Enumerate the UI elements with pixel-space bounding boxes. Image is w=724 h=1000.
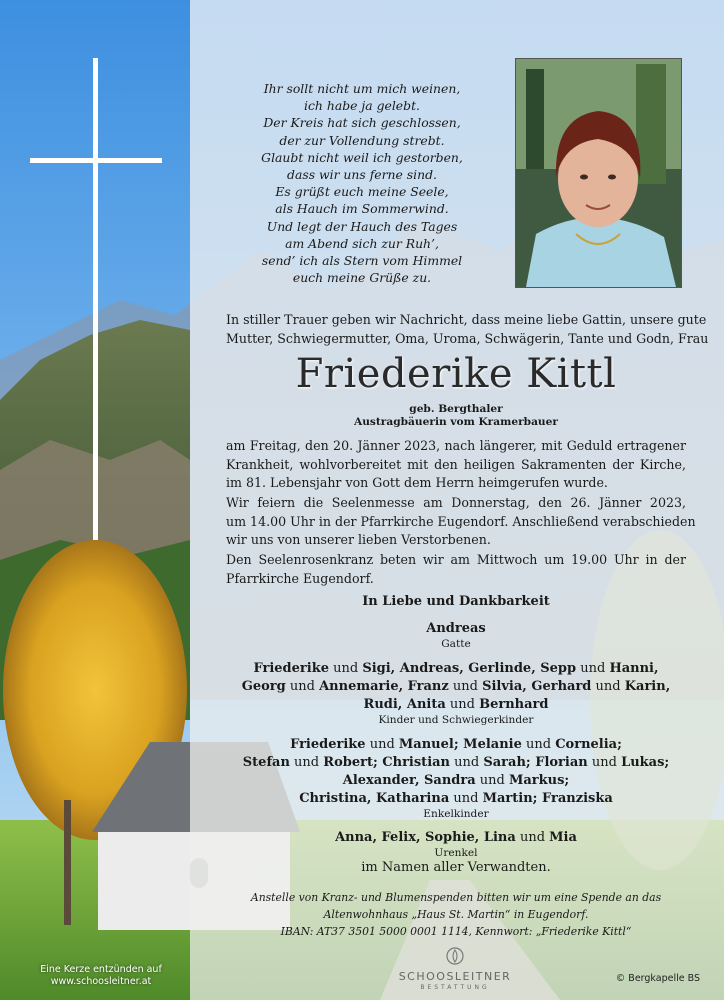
family-group <box>226 829 686 860</box>
family-names: Stefan <box>242 755 290 770</box>
connector: und <box>328 661 363 676</box>
cross-icon-bar <box>30 158 162 163</box>
family-line <box>226 736 686 754</box>
copyright: © Bergkapelle BS <box>615 973 700 984</box>
donation-line: Altenwohnhaus „Haus St. Martin“ in Eugendorf. <box>323 908 589 921</box>
family-names: Annemarie, Franz <box>319 679 449 694</box>
family-line <box>226 772 686 790</box>
brand-emblem-icon <box>445 946 465 966</box>
family-line <box>226 696 686 714</box>
family-names: Silvia, Gerhard <box>482 679 592 694</box>
poem-line: Es grüßt euch meine Seele, <box>275 184 449 200</box>
family-names: Friederike <box>290 737 366 752</box>
poem-line: der zur Vollendung strebt. <box>279 132 445 148</box>
connector: und <box>587 755 622 770</box>
cross-icon <box>93 58 98 540</box>
connector: und <box>449 791 483 806</box>
family-names: Sarah; Florian <box>483 755 588 770</box>
family-names: Karin, <box>624 679 671 694</box>
rosary-paragraph <box>226 551 686 588</box>
connector: und <box>448 679 483 694</box>
family-names: Manuel; Melanie <box>398 737 522 752</box>
poem-line: Ihr sollt nicht um mich weinen, <box>263 81 461 96</box>
para-line: Den Seelenrosenkranz beten wir am Mittwoch um 19.00 Uhr in der <box>226 552 686 567</box>
connector: und <box>515 830 550 845</box>
deceased-subtitle <box>226 403 686 429</box>
poem-line: als Hauch im Sommerwind. <box>275 201 449 217</box>
para-line: am Freitag, den 20. Jänner 2023, nach längerer, mit Geduld ertragener <box>226 438 686 453</box>
donation-line: Anstelle von Kranz- und Blumenspenden bitten wir um eine Spende an das <box>250 891 662 904</box>
family-names: Rudi, Anita <box>363 697 446 712</box>
family-names: Hanni, <box>609 661 659 676</box>
connector: und <box>591 679 625 694</box>
donation-note <box>226 889 686 940</box>
para-line: im 81. Lebensjahr von Gott dem Herrn heimgerufen wurde. <box>226 475 608 490</box>
death-paragraph <box>226 437 686 493</box>
portrait-photo <box>515 58 682 288</box>
intro-text <box>226 310 709 348</box>
family-group <box>226 736 686 821</box>
connector: und <box>475 773 509 788</box>
connector: und <box>450 755 484 770</box>
poem-line: euch meine Grüße zu. <box>292 270 432 286</box>
family-names: Alexander, Sandra <box>342 773 476 788</box>
mass-paragraph <box>226 494 696 550</box>
poem-line: Der Kreis hat sich geschlossen, <box>263 115 461 131</box>
poem <box>238 80 486 286</box>
relation-label: Kinder und Schwiegerkinder <box>378 714 534 726</box>
family-names: Cornelia; <box>555 737 622 752</box>
poem-line: dass wir uns ferne sind. <box>287 167 437 183</box>
birth-name: geb. Bergthaler <box>409 403 503 415</box>
website-link[interactable]: www.schoosleitner.at <box>50 976 152 987</box>
family-group <box>226 620 686 651</box>
poem-line: Und legt der Hauch des Tages <box>266 218 458 234</box>
family-names: Mia <box>549 830 577 845</box>
family-names: Martin; Franziska <box>482 791 613 806</box>
family-names: Lukas; <box>621 755 670 770</box>
family-line <box>226 660 686 678</box>
family-names: Sigi, Andreas, Gerlinde, Sepp <box>362 661 577 676</box>
family-group <box>226 660 686 727</box>
intro-line: In stiller Trauer geben wir Nachricht, dass meine liebe Gattin, unsere gute <box>226 312 707 327</box>
family-names: Markus; <box>508 773 570 788</box>
connector: und <box>285 679 320 694</box>
family-names: Andreas <box>426 621 486 636</box>
para-line: Pfarrkirche Eugendorf. <box>226 570 374 586</box>
family-names: Georg <box>241 679 286 694</box>
deceased-title: Austragbäuerin vom Kramerbauer <box>354 416 558 428</box>
candle-text: Eine Kerze entzünden auf <box>40 964 162 975</box>
para-line: Krankheit, wohlvorbereitet mit den heiligen Sakramenten der Kirche, <box>226 456 686 472</box>
poem-line: send’ ich als Stern vom Himmel <box>261 253 463 269</box>
candle-link[interactable] <box>26 964 176 988</box>
para-line: wir uns von unserer lieben Verstorbenen. <box>226 532 491 547</box>
para-line: um 14.00 Uhr in der Pfarrkirche Eugendorf. Anschließend verabschieden <box>226 513 696 529</box>
relation-label: Enkelkinder <box>423 808 489 820</box>
poem-line: ich habe ja gelebt. <box>304 98 420 114</box>
connector: und <box>445 697 480 712</box>
closing-heading: In Liebe und Dankbarkeit <box>362 594 550 609</box>
family-names: Friederike <box>253 661 329 676</box>
family-names: Bernhard <box>479 697 549 712</box>
donation-line: IBAN: AT37 3501 5000 0001 1114, Kennwort: „Friederike Kittl“ <box>280 925 632 938</box>
connector: und <box>521 737 556 752</box>
family-line <box>226 754 686 772</box>
family-names: Anna, Felix, Sophie, Lina <box>335 830 516 845</box>
brand-logo <box>380 946 530 991</box>
brand-sub: BESTATTUNG <box>420 984 490 991</box>
deceased-name: Friederike Kittl <box>295 351 617 397</box>
relation-label: Urenkel <box>434 847 478 859</box>
family-line <box>226 620 686 638</box>
mourners-list <box>226 620 686 860</box>
family-names: Christina, Katharina <box>299 791 450 806</box>
connector: und <box>365 737 399 752</box>
connector: und <box>289 755 324 770</box>
family-line <box>226 829 686 847</box>
family-names: Robert; Christian <box>323 755 451 770</box>
connector: und <box>576 661 610 676</box>
intro-line: Mutter, Schwiegermutter, Oma, Uroma, Schwägerin, Tante und Godn, Frau <box>226 331 709 346</box>
brand-name: SCHOOSLEITNER <box>398 970 512 983</box>
poem-line: am Abend sich zur Ruh’, <box>285 235 439 251</box>
family-line <box>226 678 686 696</box>
family-line <box>226 790 686 808</box>
poem-line: Glaubt nicht weil ich gestorben, <box>261 149 463 165</box>
para-line: Wir feiern die Seelenmesse am Donnerstag, den 26. Jänner 2023, <box>226 495 686 510</box>
relatives-line: im Namen aller Verwandten. <box>361 860 551 875</box>
relation-label: Gatte <box>441 638 471 650</box>
